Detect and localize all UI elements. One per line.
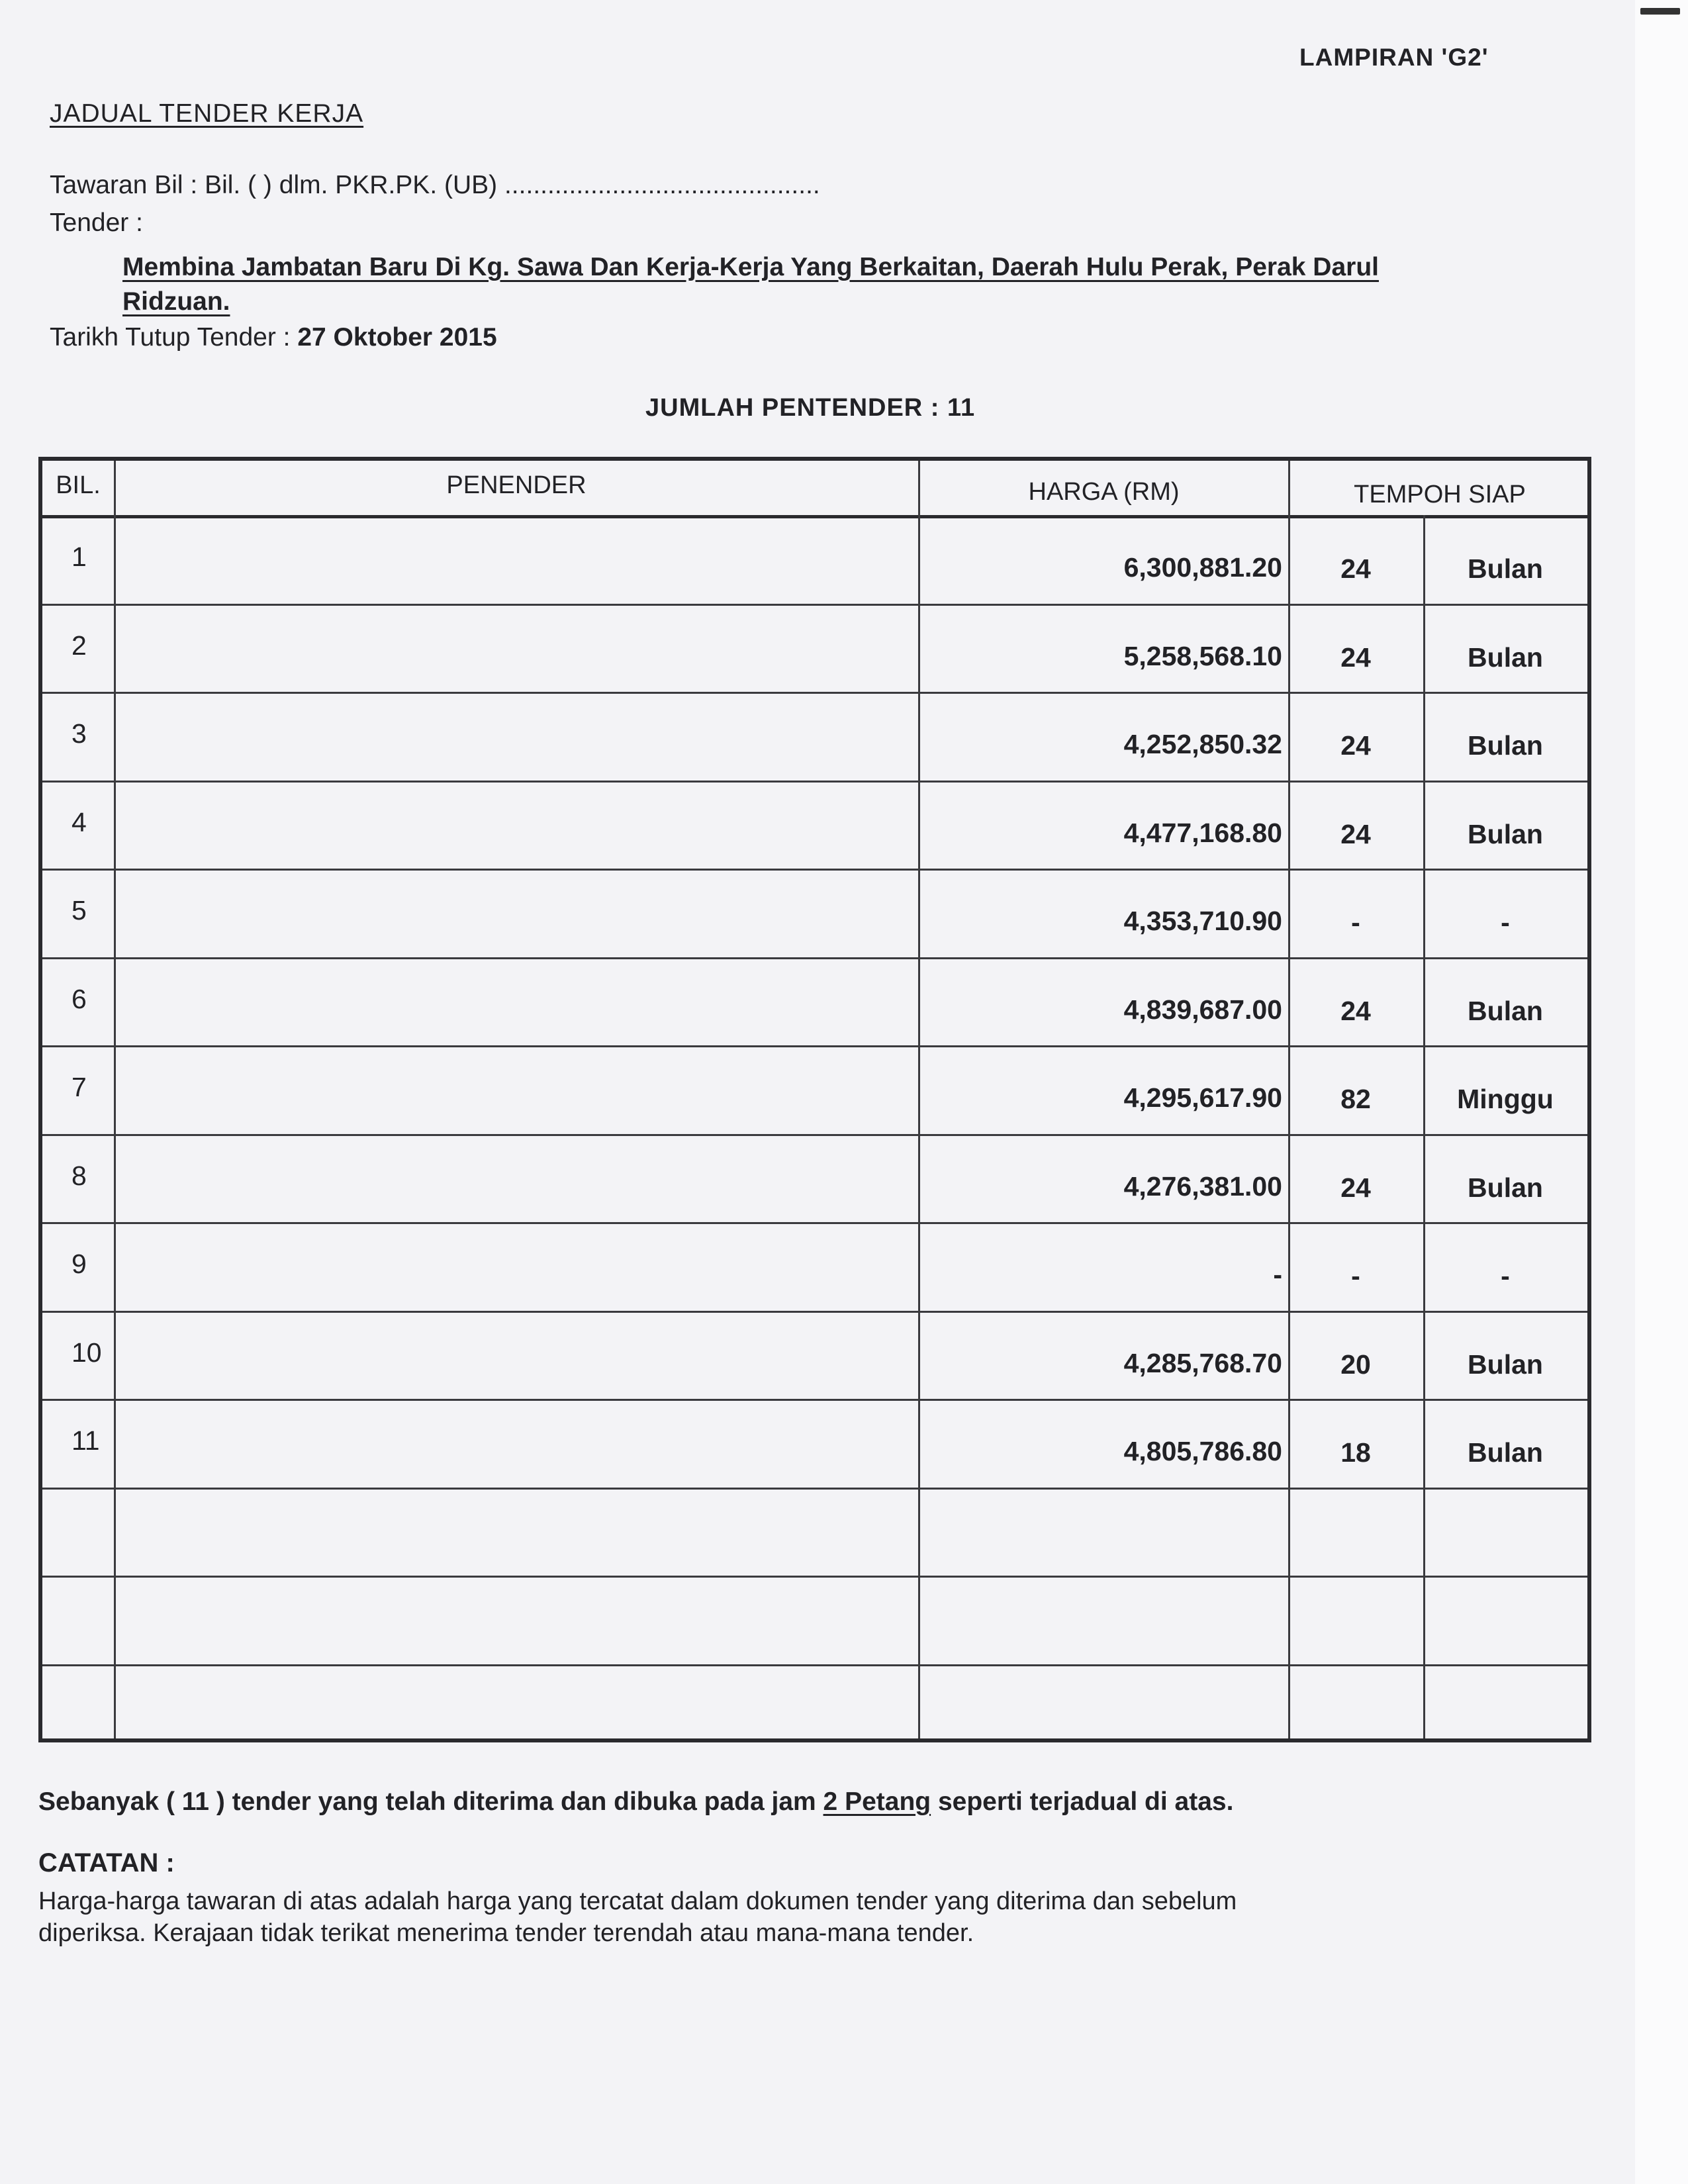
row-tempoh: 24 bbox=[1340, 641, 1371, 673]
row-bil: 11 bbox=[71, 1425, 100, 1456]
row-harga: 4,252,850.32 bbox=[1123, 729, 1282, 759]
row-bil: 6 bbox=[71, 983, 87, 1014]
scan-edge bbox=[1635, 0, 1688, 2184]
row-tempoh-unit: Bulan bbox=[1468, 818, 1543, 849]
row-bil: 8 bbox=[71, 1160, 87, 1191]
notes-label: CATATAN : bbox=[38, 1848, 175, 1877]
row-divider bbox=[42, 1045, 1587, 1047]
row-tempoh: 24 bbox=[1340, 553, 1371, 584]
tenderer-count: JUMLAH PENTENDER : 11 bbox=[645, 394, 976, 422]
row-divider bbox=[42, 869, 1587, 871]
header-penender: PENENDER bbox=[446, 471, 586, 499]
row-tempoh: - bbox=[1351, 907, 1360, 937]
row-divider bbox=[42, 957, 1587, 959]
row-tempoh-unit: Bulan bbox=[1468, 1172, 1543, 1203]
row-divider bbox=[42, 692, 1587, 694]
project-title: Membina Jambatan Baru Di Kg. Sawa Dan Kerja-Kerja Yang Berkaitan, Daerah Hulu Perak, Perak Darul Ridzuan. bbox=[122, 253, 1379, 316]
row-harga: 5,258,568.10 bbox=[1123, 640, 1282, 671]
row-divider bbox=[42, 1222, 1587, 1224]
row-tempoh-unit: Minggu bbox=[1457, 1084, 1554, 1114]
row-tempoh: 20 bbox=[1340, 1349, 1371, 1380]
row-divider bbox=[42, 1399, 1587, 1401]
col-divider-penender bbox=[918, 461, 920, 1738]
row-bil: 3 bbox=[71, 718, 87, 749]
closing-date-label: Tarikh Tutup Tender : bbox=[50, 323, 291, 352]
row-bil: 4 bbox=[71, 806, 87, 837]
summary-line bbox=[38, 1787, 1233, 1817]
summary-text-start: Sebanyak ( 11 ) tender yang telah diterima dan dibuka pada jam bbox=[38, 1787, 823, 1816]
col-divider-tempoh bbox=[1423, 515, 1425, 1738]
row-bil: 9 bbox=[71, 1249, 87, 1279]
row-tempoh-unit: Bulan bbox=[1468, 641, 1543, 673]
row-harga: 4,353,710.90 bbox=[1123, 906, 1282, 936]
row-harga: 4,276,381.00 bbox=[1123, 1170, 1282, 1202]
row-tempoh: 18 bbox=[1340, 1437, 1371, 1468]
notes-text: Harga-harga tawaran di atas adalah harga yang tercatat dalam dokumen tender yang diterima dan sebelum diperiksa. Kerajaan tidak terikat menerima tender terendah atau mana-mana tender. bbox=[38, 1887, 1237, 1947]
row-tempoh: 82 bbox=[1340, 1084, 1371, 1114]
row-tempoh-unit: - bbox=[1501, 907, 1510, 937]
scan-edge-mark bbox=[1640, 8, 1680, 15]
row-divider bbox=[42, 1664, 1587, 1666]
row-tempoh-unit: Bulan bbox=[1468, 553, 1543, 584]
row-harga: - bbox=[1273, 1259, 1282, 1290]
col-divider-bil bbox=[114, 461, 116, 1738]
row-bil: 7 bbox=[71, 1072, 87, 1102]
row-harga: 6,300,881.20 bbox=[1123, 552, 1282, 583]
header-bil: BIL. bbox=[56, 471, 101, 499]
appendix-label: LAMPIRAN 'G2' bbox=[1299, 44, 1489, 71]
row-tempoh: 24 bbox=[1340, 1172, 1371, 1203]
row-tempoh: - bbox=[1351, 1260, 1360, 1291]
row-divider bbox=[42, 1134, 1587, 1136]
closing-date-value: 27 Oktober 2015 bbox=[297, 323, 497, 352]
row-divider bbox=[42, 604, 1587, 606]
row-harga: 4,295,617.90 bbox=[1123, 1082, 1282, 1113]
row-tempoh-unit: - bbox=[1501, 1260, 1510, 1291]
row-tempoh: 24 bbox=[1340, 730, 1371, 761]
row-harga: 4,477,168.80 bbox=[1123, 817, 1282, 848]
row-divider bbox=[42, 1311, 1587, 1313]
row-tempoh: 24 bbox=[1340, 818, 1371, 849]
row-harga: 4,285,768.70 bbox=[1123, 1347, 1282, 1378]
document-title: JADUAL TENDER KERJA bbox=[50, 99, 364, 128]
row-bil: 1 bbox=[71, 542, 87, 572]
header-harga: HARGA (RM) bbox=[1028, 478, 1180, 506]
row-bil: 10 bbox=[71, 1337, 102, 1368]
row-harga: 4,839,687.00 bbox=[1123, 994, 1282, 1025]
row-tempoh: 24 bbox=[1340, 995, 1371, 1026]
offer-reference: Tawaran Bil : Bil. ( ) dlm. PKR.PK. (UB) ............................................ bbox=[50, 171, 820, 199]
row-harga: 4,805,786.80 bbox=[1123, 1436, 1282, 1466]
closing-date-line bbox=[50, 323, 497, 352]
summary-text-end: seperti terjadual di atas. bbox=[931, 1787, 1234, 1816]
row-divider bbox=[42, 1488, 1587, 1490]
row-bil: 2 bbox=[71, 630, 87, 661]
row-bil: 5 bbox=[71, 895, 87, 926]
row-tempoh-unit: Bulan bbox=[1468, 1349, 1543, 1380]
header-tempoh: TEMPOH SIAP bbox=[1354, 481, 1526, 508]
row-divider bbox=[42, 781, 1587, 783]
row-tempoh-unit: Bulan bbox=[1468, 1437, 1543, 1468]
summary-time: 2 Petang bbox=[823, 1787, 931, 1816]
tender-label: Tender : bbox=[50, 209, 143, 237]
row-divider bbox=[42, 1576, 1587, 1578]
header-divider bbox=[42, 515, 1587, 518]
row-tempoh-unit: Bulan bbox=[1468, 995, 1543, 1026]
row-tempoh-unit: Bulan bbox=[1468, 730, 1543, 761]
